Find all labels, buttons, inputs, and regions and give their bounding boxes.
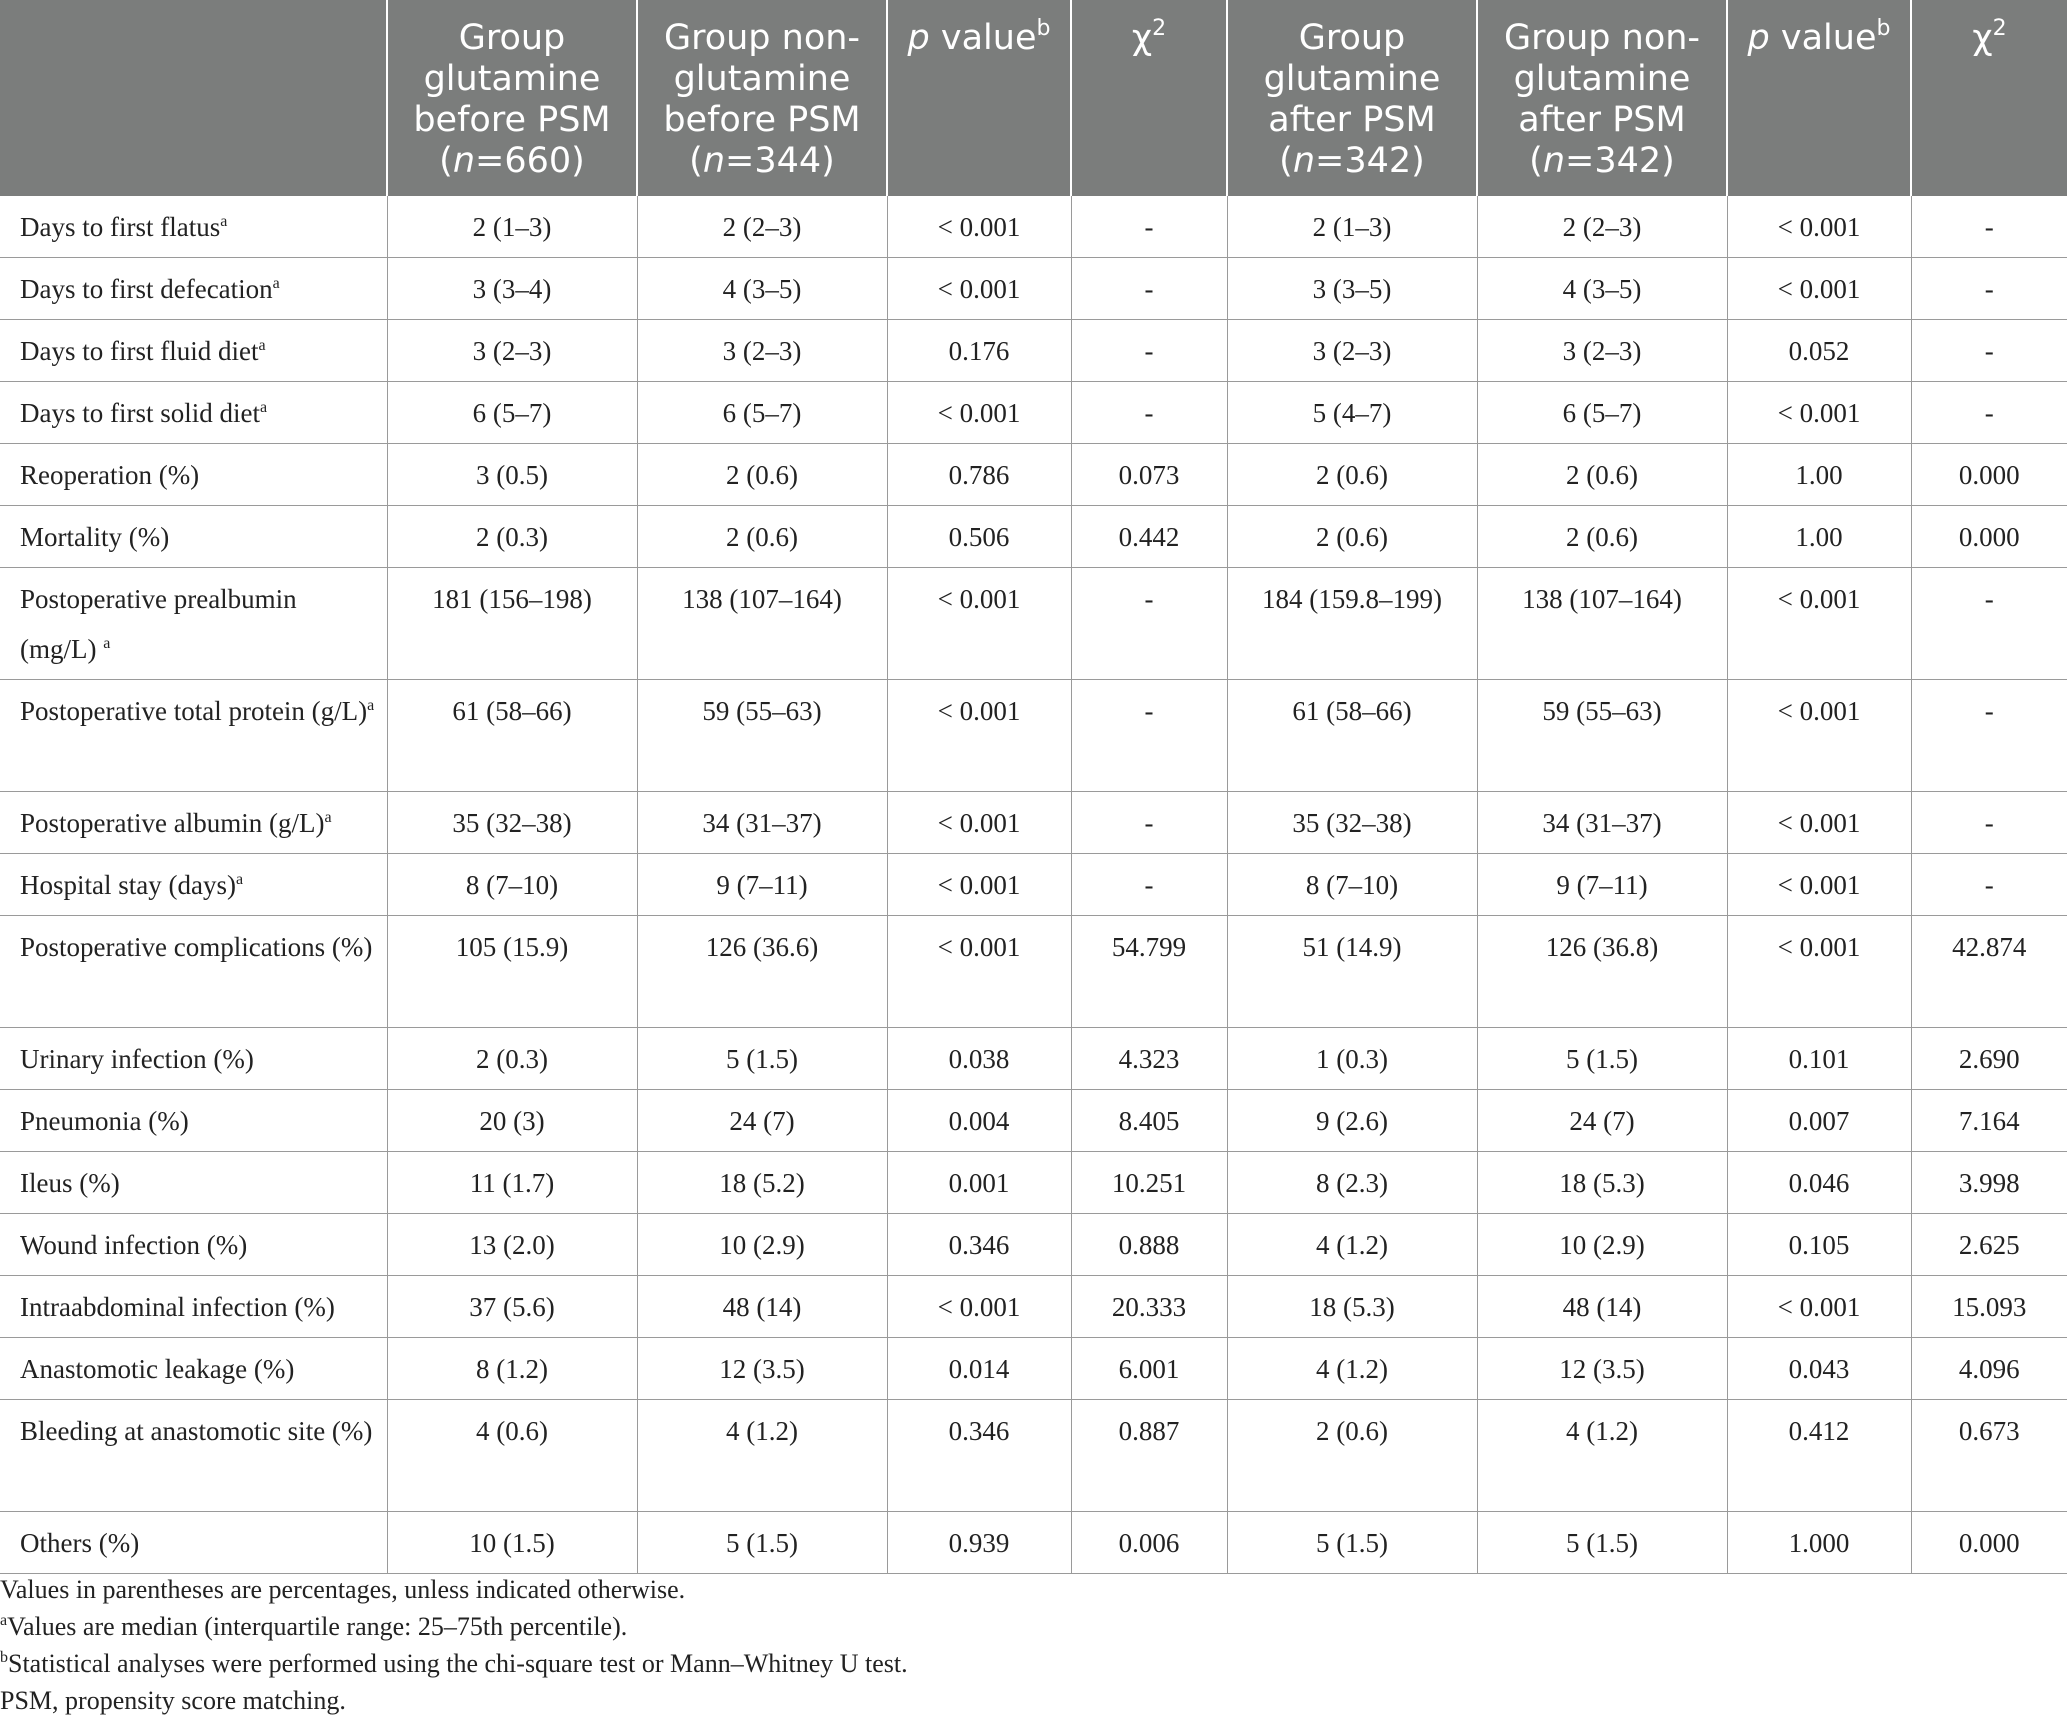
- cell-chi2-before: -: [1071, 854, 1227, 916]
- cell-p-value-before: < 0.001: [887, 680, 1071, 792]
- cell-glutamine-before: 61 (58–66): [387, 680, 637, 792]
- cell-glutamine-before: 3 (3–4): [387, 258, 637, 320]
- cell-glutamine-after: 2 (1–3): [1227, 196, 1477, 258]
- table-row: [0, 444, 2067, 506]
- cell-nonglutamine-before: 9 (7–11): [637, 854, 887, 916]
- cell-chi2-before: 10.251: [1071, 1152, 1227, 1214]
- cell-nonglutamine-after: 2 (0.6): [1477, 444, 1727, 506]
- cell-glutamine-after: 4 (1.2): [1227, 1214, 1477, 1276]
- cell-p-value-after: < 0.001: [1727, 854, 1911, 916]
- cell-p-value-before: 0.506: [887, 506, 1071, 568]
- table-row: [0, 1152, 2067, 1214]
- cell-p-value-after: < 0.001: [1727, 680, 1911, 792]
- cell-nonglutamine-before: 5 (1.5): [637, 1028, 887, 1090]
- cell-p-value-before: < 0.001: [887, 1276, 1071, 1338]
- cell-nonglutamine-after: 6 (5–7): [1477, 382, 1727, 444]
- cell-p-value-before: 0.001: [887, 1152, 1071, 1214]
- cell-p-value-after: 0.007: [1727, 1090, 1911, 1152]
- cell-nonglutamine-after: 4 (3–5): [1477, 258, 1727, 320]
- cell-glutamine-before: 2 (0.3): [387, 506, 637, 568]
- cell-nonglutamine-before: 4 (1.2): [637, 1400, 887, 1512]
- cell-glutamine-after: 2 (0.6): [1227, 506, 1477, 568]
- footnote-psm: PSM, propensity score matching.: [0, 1686, 346, 1715]
- cell-chi2-after: 2.690: [1911, 1028, 2067, 1090]
- cell-glutamine-after: 2 (0.6): [1227, 1400, 1477, 1512]
- cell-glutamine-before: 8 (1.2): [387, 1338, 637, 1400]
- row-label: Postoperative prealbumin (mg/L) $^a$: [0, 568, 387, 680]
- cell-chi2-after: 0.000: [1911, 506, 2067, 568]
- table-row: [0, 916, 2067, 1028]
- cell-chi2-after: -: [1911, 258, 2067, 320]
- cell-nonglutamine-before: 18 (5.2): [637, 1152, 887, 1214]
- header-p-value-before: p value$^b$: [887, 0, 1071, 196]
- cell-p-value-after: < 0.001: [1727, 196, 1911, 258]
- footnote-b: $^b$Statistical analyses were performed using the chi-square test or Mann–Whitney U test.: [0, 1649, 908, 1678]
- table-row: [0, 196, 2067, 258]
- cell-glutamine-before: 2 (0.3): [387, 1028, 637, 1090]
- table-row: [0, 1028, 2067, 1090]
- cell-glutamine-before: 6 (5–7): [387, 382, 637, 444]
- table-row: [0, 1400, 2067, 1512]
- cell-p-value-after: < 0.001: [1727, 258, 1911, 320]
- cell-chi2-before: 20.333: [1071, 1276, 1227, 1338]
- cell-chi2-after: 0.673: [1911, 1400, 2067, 1512]
- row-label: Days to first solid diet$^a$: [0, 382, 387, 444]
- cell-glutamine-after: 4 (1.2): [1227, 1338, 1477, 1400]
- table-row: [0, 1512, 2067, 1574]
- cell-p-value-before: < 0.001: [887, 916, 1071, 1028]
- table-row: [0, 568, 2067, 680]
- table-row: [0, 680, 2067, 792]
- cell-nonglutamine-after: 48 (14): [1477, 1276, 1727, 1338]
- cell-glutamine-after: 5 (4–7): [1227, 382, 1477, 444]
- cell-glutamine-before: 4 (0.6): [387, 1400, 637, 1512]
- cell-nonglutamine-before: 10 (2.9): [637, 1214, 887, 1276]
- header-nonglutamine-before: Group non-glutamine before PSM (n=344): [637, 0, 887, 196]
- table-row: [0, 792, 2067, 854]
- cell-chi2-after: -: [1911, 680, 2067, 792]
- cell-nonglutamine-after: 2 (0.6): [1477, 506, 1727, 568]
- cell-nonglutamine-before: 3 (2–3): [637, 320, 887, 382]
- cell-chi2-before: 54.799: [1071, 916, 1227, 1028]
- cell-nonglutamine-after: 34 (31–37): [1477, 792, 1727, 854]
- cell-glutamine-after: 8 (7–10): [1227, 854, 1477, 916]
- cell-glutamine-after: 2 (0.6): [1227, 444, 1477, 506]
- cell-nonglutamine-after: 3 (2–3): [1477, 320, 1727, 382]
- cell-nonglutamine-before: 2 (2–3): [637, 196, 887, 258]
- row-label: Hospital stay (days)$^a$: [0, 854, 387, 916]
- cell-p-value-before: < 0.001: [887, 568, 1071, 680]
- cell-p-value-after: < 0.001: [1727, 1276, 1911, 1338]
- cell-nonglutamine-after: 9 (7–11): [1477, 854, 1727, 916]
- cell-glutamine-before: 11 (1.7): [387, 1152, 637, 1214]
- cell-glutamine-before: 13 (2.0): [387, 1214, 637, 1276]
- cell-chi2-after: 42.874: [1911, 916, 2067, 1028]
- cell-chi2-after: 4.096: [1911, 1338, 2067, 1400]
- table-row: [0, 854, 2067, 916]
- header-nonglutamine-after: Group non-glutamine after PSM (n=342): [1477, 0, 1727, 196]
- table-header-row: [0, 0, 2067, 196]
- table-row: [0, 1214, 2067, 1276]
- cell-chi2-after: -: [1911, 382, 2067, 444]
- cell-glutamine-after: 3 (2–3): [1227, 320, 1477, 382]
- cell-p-value-before: < 0.001: [887, 196, 1071, 258]
- row-label: Postoperative albumin $(g/L)^a$: [0, 792, 387, 854]
- cell-p-value-after: 0.412: [1727, 1400, 1911, 1512]
- cell-chi2-after: 0.000: [1911, 444, 2067, 506]
- cell-p-value-before: < 0.001: [887, 792, 1071, 854]
- header-glutamine-before: Group glutamine before PSM (n=660): [387, 0, 637, 196]
- cell-glutamine-after: 5 (1.5): [1227, 1512, 1477, 1574]
- table-footnotes: [0, 1571, 908, 1719]
- cell-p-value-after: 1.000: [1727, 1512, 1911, 1574]
- cell-nonglutamine-after: 2 (2–3): [1477, 196, 1727, 258]
- cell-nonglutamine-after: 24 (7): [1477, 1090, 1727, 1152]
- cell-nonglutamine-before: 24 (7): [637, 1090, 887, 1152]
- cell-chi2-before: 4.323: [1071, 1028, 1227, 1090]
- cell-glutamine-after: 61 (58–66): [1227, 680, 1477, 792]
- table-row: [0, 506, 2067, 568]
- cell-p-value-after: 0.043: [1727, 1338, 1911, 1400]
- cell-nonglutamine-before: 48 (14): [637, 1276, 887, 1338]
- cell-p-value-before: < 0.001: [887, 382, 1071, 444]
- cell-p-value-after: 0.105: [1727, 1214, 1911, 1276]
- cell-glutamine-after: 184 (159.8–199): [1227, 568, 1477, 680]
- table-row: [0, 1276, 2067, 1338]
- cell-p-value-before: 0.176: [887, 320, 1071, 382]
- cell-glutamine-after: 8 (2.3): [1227, 1152, 1477, 1214]
- cell-nonglutamine-before: 126 (36.6): [637, 916, 887, 1028]
- header-blank: [0, 0, 387, 196]
- cell-chi2-before: -: [1071, 568, 1227, 680]
- cell-nonglutamine-before: 2 (0.6): [637, 506, 887, 568]
- header-chi2-before: $\chi^2$: [1071, 0, 1227, 196]
- row-label: Ileus (%): [0, 1152, 387, 1214]
- cell-nonglutamine-before: 12 (3.5): [637, 1338, 887, 1400]
- cell-nonglutamine-before: 4 (3–5): [637, 258, 887, 320]
- row-label: Days to first flatus$^a$: [0, 196, 387, 258]
- cell-glutamine-before: 10 (1.5): [387, 1512, 637, 1574]
- cell-glutamine-after: 3 (3–5): [1227, 258, 1477, 320]
- row-label: Mortality (%): [0, 506, 387, 568]
- cell-p-value-after: < 0.001: [1727, 792, 1911, 854]
- cell-nonglutamine-after: 138 (107–164): [1477, 568, 1727, 680]
- cell-chi2-before: -: [1071, 792, 1227, 854]
- cell-glutamine-after: 35 (32–38): [1227, 792, 1477, 854]
- cell-nonglutamine-before: 6 (5–7): [637, 382, 887, 444]
- table-row: [0, 320, 2067, 382]
- row-label: Anastomotic leakage (%): [0, 1338, 387, 1400]
- cell-nonglutamine-before: 34 (31–37): [637, 792, 887, 854]
- cell-chi2-before: 8.405: [1071, 1090, 1227, 1152]
- cell-nonglutamine-after: 126 (36.8): [1477, 916, 1727, 1028]
- cell-chi2-before: 6.001: [1071, 1338, 1227, 1400]
- cell-chi2-after: -: [1911, 320, 2067, 382]
- cell-glutamine-after: 9 (2.6): [1227, 1090, 1477, 1152]
- row-label: Days to first defecation$^a$: [0, 258, 387, 320]
- cell-nonglutamine-before: 5 (1.5): [637, 1512, 887, 1574]
- table-row: [0, 258, 2067, 320]
- cell-p-value-after: < 0.001: [1727, 382, 1911, 444]
- cell-chi2-before: 0.442: [1071, 506, 1227, 568]
- row-label: Days to first fluid diet$^a$: [0, 320, 387, 382]
- table-row: [0, 1338, 2067, 1400]
- row-label: Others (%): [0, 1512, 387, 1574]
- footnote-general: Values in parentheses are percentages, unless indicated otherwise.: [0, 1575, 686, 1604]
- cell-glutamine-before: 105 (15.9): [387, 916, 637, 1028]
- footnote-a: $^a$Values are median (interquartile range: 25–75th percentile).: [0, 1612, 628, 1641]
- cell-glutamine-before: 20 (3): [387, 1090, 637, 1152]
- cell-nonglutamine-before: 59 (55–63): [637, 680, 887, 792]
- cell-glutamine-before: 8 (7–10): [387, 854, 637, 916]
- cell-chi2-after: 2.625: [1911, 1214, 2067, 1276]
- table-row: [0, 1090, 2067, 1152]
- row-label: Bleeding at anastomotic site (%): [0, 1400, 387, 1512]
- cell-chi2-before: 0.006: [1071, 1512, 1227, 1574]
- row-label: Pneumonia (%): [0, 1090, 387, 1152]
- header-p-value-after: p value$^b$: [1727, 0, 1911, 196]
- cell-p-value-after: 1.00: [1727, 506, 1911, 568]
- cell-glutamine-before: 3 (0.5): [387, 444, 637, 506]
- cell-chi2-before: -: [1071, 320, 1227, 382]
- cell-p-value-before: 0.014: [887, 1338, 1071, 1400]
- header-chi2-after: $\chi^2$: [1911, 0, 2067, 196]
- cell-chi2-before: 0.888: [1071, 1214, 1227, 1276]
- cell-nonglutamine-before: 138 (107–164): [637, 568, 887, 680]
- cell-p-value-after: 0.101: [1727, 1028, 1911, 1090]
- cell-glutamine-after: 51 (14.9): [1227, 916, 1477, 1028]
- cell-p-value-before: 0.346: [887, 1214, 1071, 1276]
- cell-p-value-after: < 0.001: [1727, 916, 1911, 1028]
- row-label: Postoperative complications (%): [0, 916, 387, 1028]
- cell-nonglutamine-after: 18 (5.3): [1477, 1152, 1727, 1214]
- cell-p-value-after: 0.046: [1727, 1152, 1911, 1214]
- cell-p-value-after: 0.052: [1727, 320, 1911, 382]
- table-body: [0, 196, 2067, 1574]
- cell-glutamine-before: 35 (32–38): [387, 792, 637, 854]
- cell-p-value-before: 0.939: [887, 1512, 1071, 1574]
- cell-glutamine-before: 2 (1–3): [387, 196, 637, 258]
- cell-chi2-before: -: [1071, 258, 1227, 320]
- cell-nonglutamine-after: 5 (1.5): [1477, 1028, 1727, 1090]
- row-label: Urinary infection (%): [0, 1028, 387, 1090]
- cell-glutamine-after: 1 (0.3): [1227, 1028, 1477, 1090]
- cell-nonglutamine-after: 12 (3.5): [1477, 1338, 1727, 1400]
- row-label: Intraabdominal infection (%): [0, 1276, 387, 1338]
- cell-chi2-before: 0.887: [1071, 1400, 1227, 1512]
- cell-chi2-after: 7.164: [1911, 1090, 2067, 1152]
- cell-p-value-before: 0.786: [887, 444, 1071, 506]
- cell-chi2-after: -: [1911, 196, 2067, 258]
- cell-glutamine-before: 3 (2–3): [387, 320, 637, 382]
- cell-p-value-before: 0.004: [887, 1090, 1071, 1152]
- cell-p-value-after: < 0.001: [1727, 568, 1911, 680]
- cell-chi2-after: -: [1911, 854, 2067, 916]
- cell-nonglutamine-after: 5 (1.5): [1477, 1512, 1727, 1574]
- cell-glutamine-before: 181 (156–198): [387, 568, 637, 680]
- cell-chi2-before: -: [1071, 196, 1227, 258]
- cell-glutamine-after: 18 (5.3): [1227, 1276, 1477, 1338]
- row-label: Reoperation (%): [0, 444, 387, 506]
- cell-p-value-before: 0.346: [887, 1400, 1071, 1512]
- cell-nonglutamine-before: 2 (0.6): [637, 444, 887, 506]
- cell-nonglutamine-after: 10 (2.9): [1477, 1214, 1727, 1276]
- cell-chi2-after: 3.998: [1911, 1152, 2067, 1214]
- row-label: Postoperative total protein $(g/L)^a$: [0, 680, 387, 792]
- cell-chi2-after: 0.000: [1911, 1512, 2067, 1574]
- cell-p-value-before: < 0.001: [887, 258, 1071, 320]
- cell-glutamine-before: 37 (5.6): [387, 1276, 637, 1338]
- header-glutamine-after: Group glutamine after PSM (n=342): [1227, 0, 1477, 196]
- cell-nonglutamine-after: 4 (1.2): [1477, 1400, 1727, 1512]
- cell-chi2-before: -: [1071, 680, 1227, 792]
- table-row: [0, 382, 2067, 444]
- cell-chi2-before: 0.073: [1071, 444, 1227, 506]
- row-label: Wound infection (%): [0, 1214, 387, 1276]
- cell-chi2-after: 15.093: [1911, 1276, 2067, 1338]
- cell-chi2-after: -: [1911, 792, 2067, 854]
- cell-chi2-before: -: [1071, 382, 1227, 444]
- cell-p-value-before: 0.038: [887, 1028, 1071, 1090]
- cell-p-value-after: 1.00: [1727, 444, 1911, 506]
- cell-chi2-after: -: [1911, 568, 2067, 680]
- cell-nonglutamine-after: 59 (55–63): [1477, 680, 1727, 792]
- cell-p-value-before: < 0.001: [887, 854, 1071, 916]
